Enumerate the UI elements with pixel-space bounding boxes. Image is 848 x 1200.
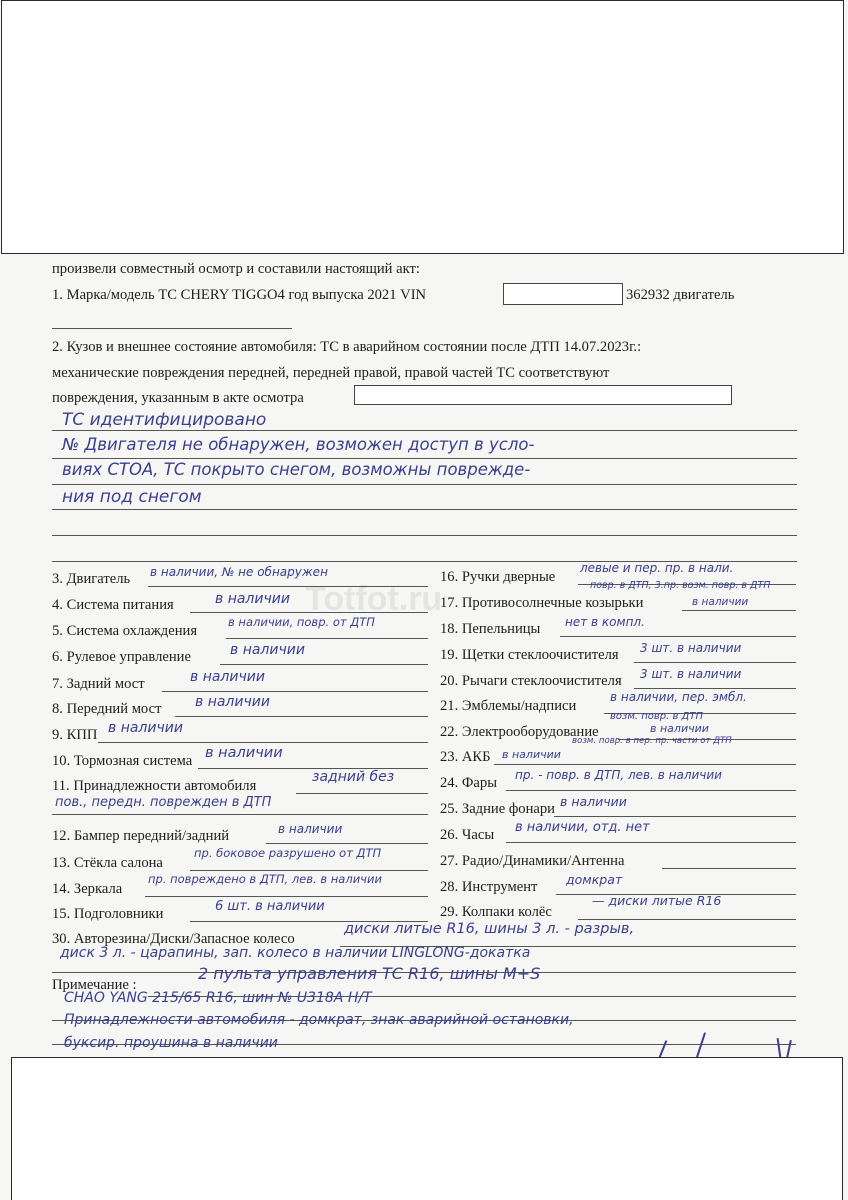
- signature-stroke: [777, 1038, 782, 1058]
- right-item-label: 24. Фары: [440, 775, 497, 791]
- left-item-label: 14. Зеркала: [52, 881, 123, 897]
- redacted-footer-box: [11, 1057, 843, 1200]
- item2-handwritten-line: виях СТОА, ТС покрыто снегом, возможны поврежде-: [62, 460, 531, 479]
- item30-label: 30. Авторезина/Диски/Запасное колесо: [52, 931, 295, 947]
- right-item-note: возм. повр. в пер. пр. части от ДТП: [572, 736, 732, 746]
- ruled-line: [52, 535, 797, 536]
- fill-line: [296, 793, 428, 794]
- left-item-value: в наличии: [195, 694, 270, 710]
- fill-line: [578, 919, 796, 920]
- left-item-value: в наличии: [205, 745, 283, 761]
- fill-line: [634, 688, 796, 689]
- fill-line: [145, 896, 428, 897]
- right-item-note: возм. повр. в ДТП: [610, 711, 703, 722]
- left-item-label: 3. Двигатель: [52, 571, 131, 587]
- left-item-value: в наличии: [108, 720, 183, 736]
- right-item-value: в наличии: [502, 748, 561, 761]
- left-item-label: 8. Передний мост: [52, 701, 162, 717]
- item2-handwritten-line: ния под снегом: [62, 487, 202, 507]
- left-item-label: 5. Система охлаждения: [52, 623, 198, 639]
- item2-line2: механические повреждения передней, передней правой, правой частей ТС соответствуют: [52, 365, 610, 381]
- fill-line: [162, 691, 428, 692]
- right-item-label: 22. Электрооборудование: [440, 724, 599, 740]
- right-item-label: 29. Колпаки колёс: [440, 904, 552, 920]
- item2-handwritten-line: № Двигателя не обнаружен, возможен доступ в усло-: [62, 435, 535, 454]
- right-item-value: левые и пер. пр. в нали.: [580, 561, 734, 575]
- note-handwritten-line: 2 пульта управления ТС R16, шины M+S: [198, 964, 541, 983]
- ruled-line: [52, 458, 797, 459]
- item2-line3: повреждения, указанным в акте осмотра: [52, 390, 304, 406]
- right-item-value: в наличии, отд. нет: [515, 820, 650, 835]
- right-item-label: 28. Инструмент: [440, 879, 538, 895]
- right-item-label: 21. Эмблемы/надписи: [440, 698, 577, 714]
- fill-line: [554, 816, 796, 817]
- left-item-value: пр. боковое разрушено от ДТП: [194, 846, 382, 860]
- left-item-label: 6. Рулевое управление: [52, 649, 191, 665]
- fill-line: [682, 610, 796, 611]
- signature-stroke: [696, 1032, 706, 1057]
- left-item-label: 11. Принадлежности автомобиля: [52, 778, 257, 794]
- redacted-header-box: [1, 0, 844, 254]
- left-item-value: в наличии: [278, 822, 343, 836]
- left-item-label: 7. Задний мост: [52, 676, 145, 692]
- note-handwritten-line: CHAO YANG 215/65 R16, шин № U318A H/T: [64, 990, 372, 1006]
- item2-line1: 2. Кузов и внешнее состояние автомобиля: ТС в аварийном состоянии после ДТП 14.07.2023г.:: [52, 339, 642, 355]
- right-item-label: 20. Рычаги стеклоочистителя: [440, 673, 622, 689]
- fill-line: [506, 790, 796, 791]
- fill-line: [634, 662, 796, 663]
- fill-line: [266, 843, 428, 844]
- ruled-line: [52, 509, 797, 510]
- fill-line: [662, 868, 796, 869]
- item1-suffix: 362932 двигатель: [626, 287, 735, 303]
- fill-line: [506, 842, 796, 843]
- right-item-value: в наличии, пер. эмбл.: [610, 690, 747, 704]
- left-item-label: 10. Тормозная система: [52, 753, 193, 769]
- right-item-value: домкрат: [566, 872, 623, 887]
- note-handwritten-line: Принадлежности автомобиля - домкрат, знак аварийной остановки,: [64, 1012, 574, 1028]
- left-item-value: задний без: [312, 769, 395, 785]
- right-item-label: 27. Радио/Динамики/Антенна: [440, 853, 625, 869]
- fill-line: [98, 742, 428, 743]
- left-item-value: пов., передн. поврежден в ДТП: [55, 795, 272, 810]
- left-item-value: в наличии, повр. от ДТП: [228, 615, 375, 629]
- right-item-value: 3 шт. в наличии: [640, 641, 742, 655]
- right-item-label: 23. АКБ: [440, 749, 491, 765]
- right-item-value: в наличии: [560, 794, 627, 809]
- fill-line: [560, 636, 796, 637]
- ruled-line: [52, 484, 797, 485]
- right-item-label: 16. Ручки дверные: [440, 569, 556, 585]
- left-item-value: в наличии: [215, 591, 290, 607]
- left-item-label: 15. Подголовники: [52, 906, 164, 922]
- signature-stroke: [659, 1040, 668, 1057]
- right-item-value: в наличии: [650, 722, 709, 735]
- fill-line: [494, 764, 796, 765]
- intro-text: произвели совместный осмотр и составили настоящий акт:: [52, 261, 420, 277]
- right-item-label: 18. Пепельницы: [440, 621, 541, 637]
- fill-line: [175, 716, 428, 717]
- left-item-value: в наличии, № не обнаружен: [150, 565, 328, 579]
- signature-stroke: [786, 1040, 792, 1058]
- right-item-label: 17. Противосолнечные козырьки: [440, 595, 644, 611]
- engine-number-line: [52, 328, 292, 329]
- left-item-value: в наличии: [190, 669, 265, 685]
- left-item-value: в наличии: [230, 642, 305, 658]
- right-item-label: 25. Задние фонари: [440, 801, 555, 817]
- right-item-label: 26. Часы: [440, 827, 495, 843]
- item2-handwritten-line: ТС идентифицировано: [62, 410, 267, 430]
- left-item-label: 13. Стёкла салона: [52, 855, 163, 871]
- right-item-value: пр. - повр. в ДТП, лев. в наличии: [515, 768, 722, 782]
- inspection-act-redaction-box: [354, 385, 732, 405]
- fill-line: [190, 612, 428, 613]
- vin-redaction-box: [503, 283, 623, 305]
- right-item-value: нет в компл.: [565, 615, 645, 629]
- ruled-line: [52, 430, 797, 431]
- right-item-label: 19. Щетки стеклоочистителя: [440, 647, 619, 663]
- right-item-value: 3 шт. в наличии: [640, 667, 742, 681]
- fill-line: [226, 638, 428, 639]
- right-item-note: повр. в ДТП, 3.пр. возм. повр. в ДТП: [590, 580, 771, 591]
- left-item-label: 4. Система питания: [52, 597, 174, 613]
- left-item-label: 12. Бампер передний/задний: [52, 828, 230, 844]
- item1-prefix: 1. Марка/модель ТС CHERY TIGGO4 год выпуска 2021 VIN: [52, 287, 427, 303]
- item30-value-line2: диск 3 л. - царапины, зап. колесо в наличии LINGLONG-докатка: [60, 945, 531, 961]
- item30-value: диски литые R16, шины 3 л. - разрыв,: [344, 921, 635, 937]
- left-item-label: 9. КПП: [52, 727, 98, 743]
- note-label: Примечание :: [52, 977, 137, 993]
- right-item-value: — диски литые R16: [592, 893, 722, 908]
- fill-line: [148, 586, 428, 587]
- fill-line: [52, 814, 428, 815]
- right-item-value: в наличии: [692, 596, 749, 608]
- watermark-text: Totfot.ru: [305, 580, 443, 618]
- left-item-value: пр. повреждено в ДТП, лев. в наличии: [148, 872, 382, 886]
- left-item-value: 6 шт. в наличии: [215, 899, 325, 914]
- note-handwritten-line: буксир. проушина в наличии: [64, 1035, 278, 1051]
- fill-line: [190, 870, 428, 871]
- fill-line: [220, 664, 428, 665]
